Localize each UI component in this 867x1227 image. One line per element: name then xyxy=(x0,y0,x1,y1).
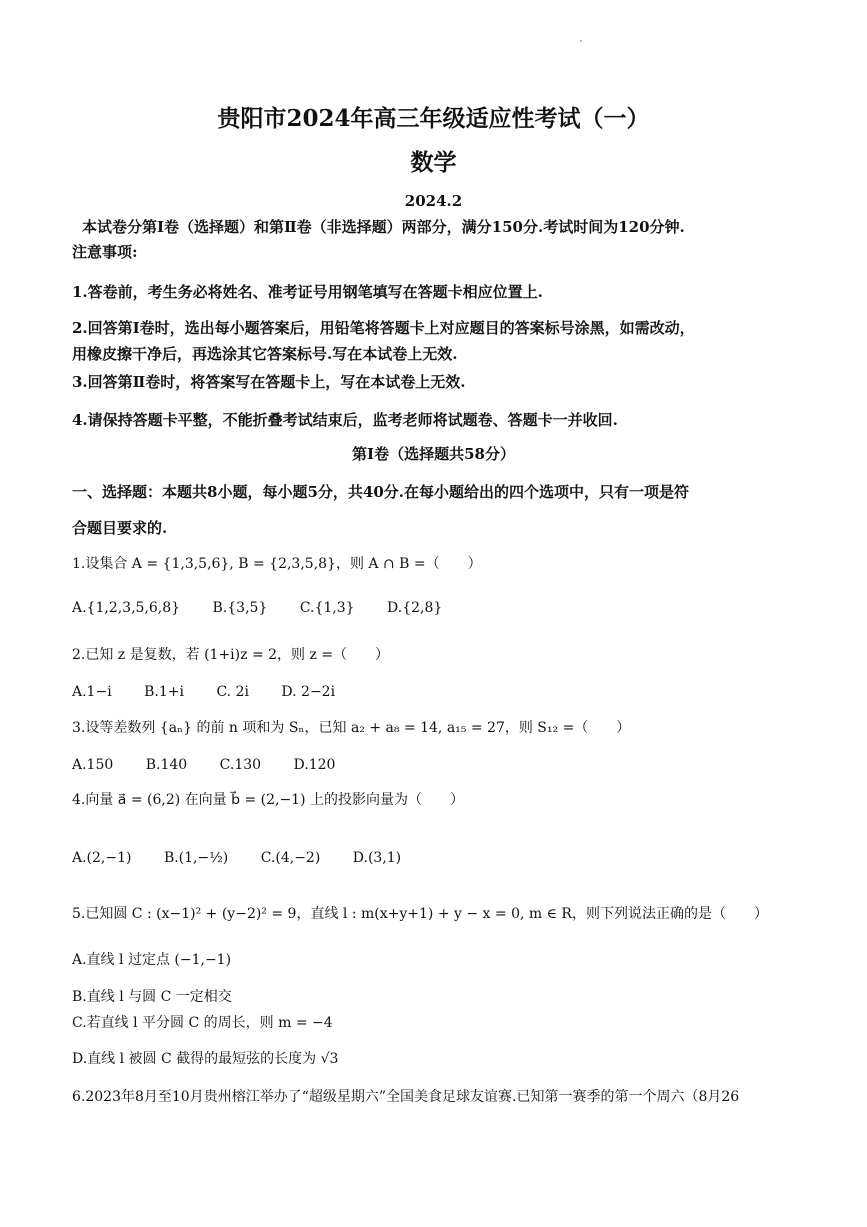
question-4-option-b: B.(1,−½) xyxy=(163,850,229,866)
question-2-option-c: C. 2i xyxy=(216,684,249,700)
question-6-stem: 6.2023年8月至10月贵州榕江举办了“超级星期六”全国美食足球友谊赛.已知第一赛季的第一个周六（8月26 xyxy=(72,1089,740,1105)
question-5-option-a: A.直线 l 过定点 (−1,−1) xyxy=(72,952,232,968)
exam-date: 2024.2 xyxy=(404,192,463,210)
question-3-option-a: A.150 xyxy=(72,757,114,773)
part-instruction-line1: 一、选择题：本题共8小题，每小题5分，共40分.在每小题给出的四个选项中，只有一项是符 xyxy=(72,483,689,501)
notice-title: 注意事项: xyxy=(72,243,138,261)
question-5-option-d: D.直线 l 被圆 C 截得的最短弦的长度为 √3 xyxy=(72,1051,339,1067)
notice-item-2-cont: 用橡皮擦干净后，再选涂其它答案标号.写在本试卷上无效. xyxy=(72,345,458,363)
question-2-option-d: D. 2−2i xyxy=(281,684,336,700)
section-heading: 第Ⅰ卷（选择题共58分） xyxy=(352,445,515,463)
question-3-stem: 3.设等差数列 {aₙ} 的前 n 项和为 Sₙ，已知 a₂ + a₈ = 14, a₁₅ = 27，则 S₁₂ =（ ） xyxy=(72,720,631,736)
scan-dot xyxy=(580,40,582,42)
notice-item-3: 3.回答第Ⅱ卷时，将答案写在答题卡上，写在本试卷上无效. xyxy=(72,373,466,391)
question-1-option-b: B.{3,5} xyxy=(212,600,268,616)
notice-item-2: 2.回答第Ⅰ卷时，选出每小题答案后，用铅笔将答题卡上对应题目的答案标号涂黑，如需改动， xyxy=(72,319,695,337)
question-1-option-d: D.{2,8} xyxy=(387,600,443,616)
notice-item-1: 1.答卷前，考生务必将姓名、准考证号用钢笔填写在答题卡相应位置上. xyxy=(72,283,543,301)
question-3-option-b: B.140 xyxy=(145,757,188,773)
question-2-options xyxy=(72,682,827,702)
question-5-option-c: C.若直线 l 平分圆 C 的周长，则 m = −4 xyxy=(72,1015,333,1031)
question-2-stem: 2.已知 z 是复数，若 (1+i)z = 2，则 z =（ ） xyxy=(72,647,390,663)
question-4-option-a: A.(2,−1) xyxy=(72,850,132,866)
question-4-stem: 4.向量 a⃗ = (6,2) 在向量 b⃗ = (2,−1) 上的投影向量为（ ） xyxy=(72,792,464,808)
question-5-stem: 5.已知圆 C : (x−1)² + (y−2)² = 9，直线 l : m(x+y+1) + y − x = 0, m ∈ R，则下列说法正确的是（ ） xyxy=(72,906,768,922)
part-instruction-line2: 合题目要求的. xyxy=(72,519,168,537)
exam-description: 本试卷分第Ⅰ卷（选择题）和第Ⅱ卷（非选择题）两部分，满分150分.考试时间为120分钟. xyxy=(82,218,685,236)
question-2-option-a: A.1−i xyxy=(72,684,112,700)
question-2-option-b: B.1+i xyxy=(144,684,184,700)
question-1-stem: 1.设集合 A = {1,3,5,6}, B = {2,3,5,8}，则 A ∩ B =（ ） xyxy=(72,556,482,572)
question-1-options xyxy=(72,598,827,618)
question-3-option-c: C.130 xyxy=(219,757,262,773)
question-4-options xyxy=(72,848,827,868)
question-1-option-a: A.{1,2,3,5,6,8} xyxy=(72,600,181,616)
question-4-option-c: C.(4,−2) xyxy=(260,850,321,866)
question-3-option-d: D.120 xyxy=(293,757,336,773)
question-3-options xyxy=(72,755,827,775)
exam-title: 贵阳市2024年高三年级适应性考试（一） xyxy=(217,105,650,132)
subject-title: 数学 xyxy=(410,149,457,176)
notice-item-4: 4.请保持答题卡平整，不能折叠考试结束后，监考老师将试题卷、答题卡一并收回. xyxy=(72,411,618,429)
question-5-option-b: B.直线 l 与圆 C 一定相交 xyxy=(72,989,232,1005)
question-4-option-d: D.(3,1) xyxy=(352,850,402,866)
question-1-option-c: C.{1,3} xyxy=(299,600,355,616)
